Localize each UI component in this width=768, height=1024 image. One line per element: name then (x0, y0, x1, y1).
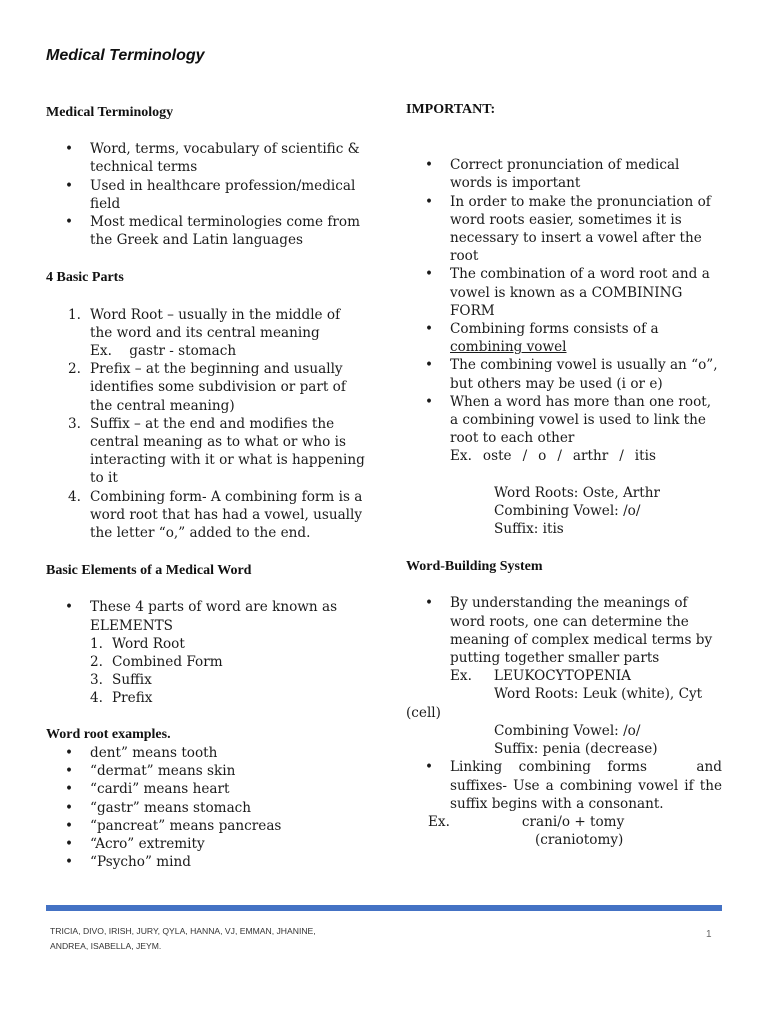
right-column (406, 101, 727, 849)
example-part: itis (634, 448, 656, 465)
item-number: 3. (90, 672, 103, 689)
list-item (68, 415, 366, 488)
example-vowel: Combining Vowel: /o/ (494, 502, 641, 519)
list-item: • “gastr” means stomach (90, 799, 366, 817)
example-part: / (557, 448, 562, 465)
section-heading-word-root-examples: Word root examples. (46, 726, 171, 742)
example-vowel: Combining Vowel: /o/ (494, 722, 641, 739)
example-roots-cont: (cell) (406, 704, 441, 721)
left-column (46, 104, 366, 871)
example-part: o (538, 448, 547, 465)
item-text: Word Root (112, 635, 185, 652)
item-text: Suffix (112, 672, 152, 689)
item-number: 1. (90, 635, 103, 652)
list-item (90, 635, 366, 653)
list-item: • “dermat” means skin (90, 762, 366, 780)
section-heading-basic-elements: Basic Elements of a Medical Word (46, 563, 252, 579)
item-text: Combining form- A combining form is a word root that has had a vowel, usually the letter “o,” added to the end. (90, 488, 363, 542)
word-root-examples-list (46, 744, 366, 871)
item-number: 4. (68, 488, 81, 505)
item-text: Prefix (112, 690, 153, 707)
list-item: • “Psycho” mind (90, 853, 366, 871)
footer-authors-line: ANDREA, ISABELLA, JEYM. (50, 941, 162, 951)
list-item: • “pancreat” means pancreas (90, 817, 366, 835)
example-roots: Word Roots: Oste, Arthr (494, 484, 660, 501)
item-number: 2. (90, 654, 103, 671)
item-text: These 4 parts of word are known as ELEMENTS (90, 599, 338, 634)
important-list (406, 156, 722, 538)
list-item: • Most medical terminologies come from the Greek and Latin languages (90, 213, 366, 249)
example-line (450, 667, 722, 685)
example-suffix: Suffix: itis (494, 521, 564, 538)
list-item: • Used in healthcare profession/medical field (90, 177, 366, 213)
example-part: / (619, 448, 624, 465)
section-heading-important: IMPORTANT: (406, 102, 496, 117)
item-text: When a word has more than one root, a combining vowel is used to link the root to each other (450, 393, 712, 447)
list-item: • The combination of a word root and a vowel is known as a COMBINING FORM (450, 265, 722, 320)
footer-authors (50, 924, 370, 954)
example-part: arthr (572, 448, 609, 465)
basic-parts-list (46, 306, 366, 543)
item-text: Combining forms consists of a (450, 321, 659, 338)
section-heading-word-building-system: Word-Building System (406, 559, 543, 575)
underlined-term: combining vowel (450, 339, 567, 356)
example-word: LEUKOCYTOPENIA (493, 668, 632, 685)
list-item: • The combining vowel is usually an “o”, but others may be used (i or e) (450, 356, 722, 392)
list-item (450, 320, 722, 356)
list-item: • Word, terms, vocabulary of scientific & technical terms (90, 140, 366, 176)
example-part: / (522, 448, 528, 465)
example-label: Ex. (450, 448, 472, 465)
word-building-list (406, 594, 727, 812)
list-item: • “cardi” means heart (90, 780, 366, 798)
item-number: 2. (68, 361, 81, 378)
page-number: 1 (706, 929, 712, 940)
list-item (90, 598, 366, 707)
section-heading-medical-terminology: Medical Terminology (46, 105, 174, 120)
example-breakdown (450, 447, 656, 465)
definition-list (46, 140, 366, 249)
page-title: Medical Terminology (46, 47, 205, 64)
example-label: Ex. (428, 813, 450, 830)
item-number: 1. (68, 306, 81, 323)
list-item: • In order to make the pronunciation of word roots easier, sometimes it is necessary to insert a vowel after the root (450, 193, 722, 266)
example-result: (craniotomy) (535, 832, 624, 849)
item-text: Suffix – at the end and modifies the central meaning as to what or who is interacting with it or what is happening to it (90, 415, 365, 487)
example-roots: Word Roots: Leuk (white), Cyt (494, 686, 703, 703)
item-text: Prefix – at the beginning and usually identifies some subdivision or part of the central meaning) (90, 361, 346, 414)
list-item (406, 594, 722, 758)
elements-sublist (90, 635, 366, 708)
list-item (90, 671, 366, 689)
list-item (68, 360, 366, 415)
list-item (90, 689, 366, 707)
example-part: oste (482, 448, 512, 465)
list-item (450, 393, 722, 538)
item-text: By understanding the meanings of word roots, one can determine the meaning of complex medical terms by putting together smaller parts (450, 595, 713, 667)
footer-authors-line: TRICIA, DIVO, IRISH, JURY, QYLA, HANNA, VJ, EMMAN, JHANINE, (50, 926, 316, 936)
item-number: 4. (90, 690, 103, 707)
list-item: • Correct pronunciation of medical words is important (450, 156, 722, 192)
list-item: • “Acro” extremity (90, 835, 366, 853)
footer-divider (46, 905, 722, 911)
list-item (90, 653, 366, 671)
item-text: Combined Form (112, 654, 223, 671)
item-example: Ex. gastr - stomach (90, 343, 237, 360)
example-formula: crani/o + tomy (521, 813, 625, 830)
example-line (406, 813, 722, 831)
section-heading-basic-parts: 4 Basic Parts (46, 270, 124, 286)
item-text: Word Root – usually in the middle of the word and its central meaning (90, 306, 341, 341)
example-label: Ex. (450, 668, 472, 685)
list-item (68, 488, 366, 543)
item-number: 3. (68, 415, 81, 432)
elements-list (46, 598, 366, 707)
example-suffix: Suffix: penia (decrease) (494, 741, 658, 758)
list-item (68, 306, 366, 361)
list-item: • Linking combining forms and suffixes- Use a combining vowel if the suffix begins with a consonant. (450, 758, 722, 813)
list-item: • dent” means tooth (90, 744, 366, 762)
